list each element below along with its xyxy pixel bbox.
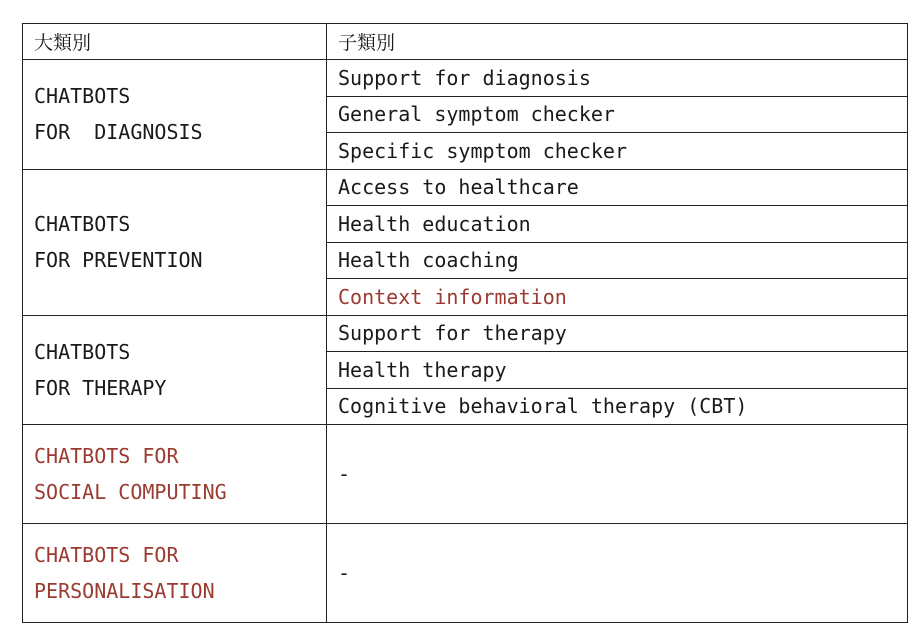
category-social-computing xyxy=(23,425,327,524)
header-major-category: 大類別 xyxy=(23,24,327,60)
table-row xyxy=(23,425,908,524)
category-line: PERSONALISATION xyxy=(34,579,215,603)
category-line: CHATBOTS FOR xyxy=(34,543,179,567)
category-personalisation xyxy=(23,524,327,623)
subcategory-cell: Cognitive behavioral therapy (CBT) xyxy=(327,388,908,425)
category-line: CHATBOTS xyxy=(34,84,131,109)
subcategory-cell: Support for therapy xyxy=(327,315,908,352)
category-line: SOCIAL COMPUTING xyxy=(34,480,227,504)
subcategory-cell: - xyxy=(327,425,908,524)
category-prevention xyxy=(23,169,327,315)
header-row xyxy=(23,24,908,60)
subcategory-cell: Health education xyxy=(327,206,908,243)
subcategory-cell: Health coaching xyxy=(327,242,908,279)
category-table xyxy=(22,23,908,623)
category-line: CHATBOTS FOR xyxy=(34,444,179,468)
category-line: CHATBOTS xyxy=(34,212,131,236)
subcategory-cell: Health therapy xyxy=(327,352,908,389)
subcategory-cell: Access to healthcare xyxy=(327,169,908,206)
table-row xyxy=(23,315,908,352)
table-row xyxy=(23,169,908,206)
category-line: FOR THERAPY xyxy=(34,375,167,400)
category-line: FOR DIAGNOSIS xyxy=(34,120,203,145)
category-line: CHATBOTS xyxy=(34,339,131,364)
table-row xyxy=(23,60,908,97)
subcategory-cell: General symptom checker xyxy=(327,96,908,133)
subcategory-cell: Context information xyxy=(327,279,908,316)
category-diagnosis xyxy=(23,60,327,170)
header-sub-category: 子類別 xyxy=(327,24,908,60)
category-line: FOR PREVENTION xyxy=(34,248,203,272)
subcategory-cell: Support for diagnosis xyxy=(327,60,908,97)
subcategory-cell: - xyxy=(327,524,908,623)
subcategory-cell: Specific symptom checker xyxy=(327,133,908,170)
table-row xyxy=(23,524,908,623)
category-therapy xyxy=(23,315,327,425)
